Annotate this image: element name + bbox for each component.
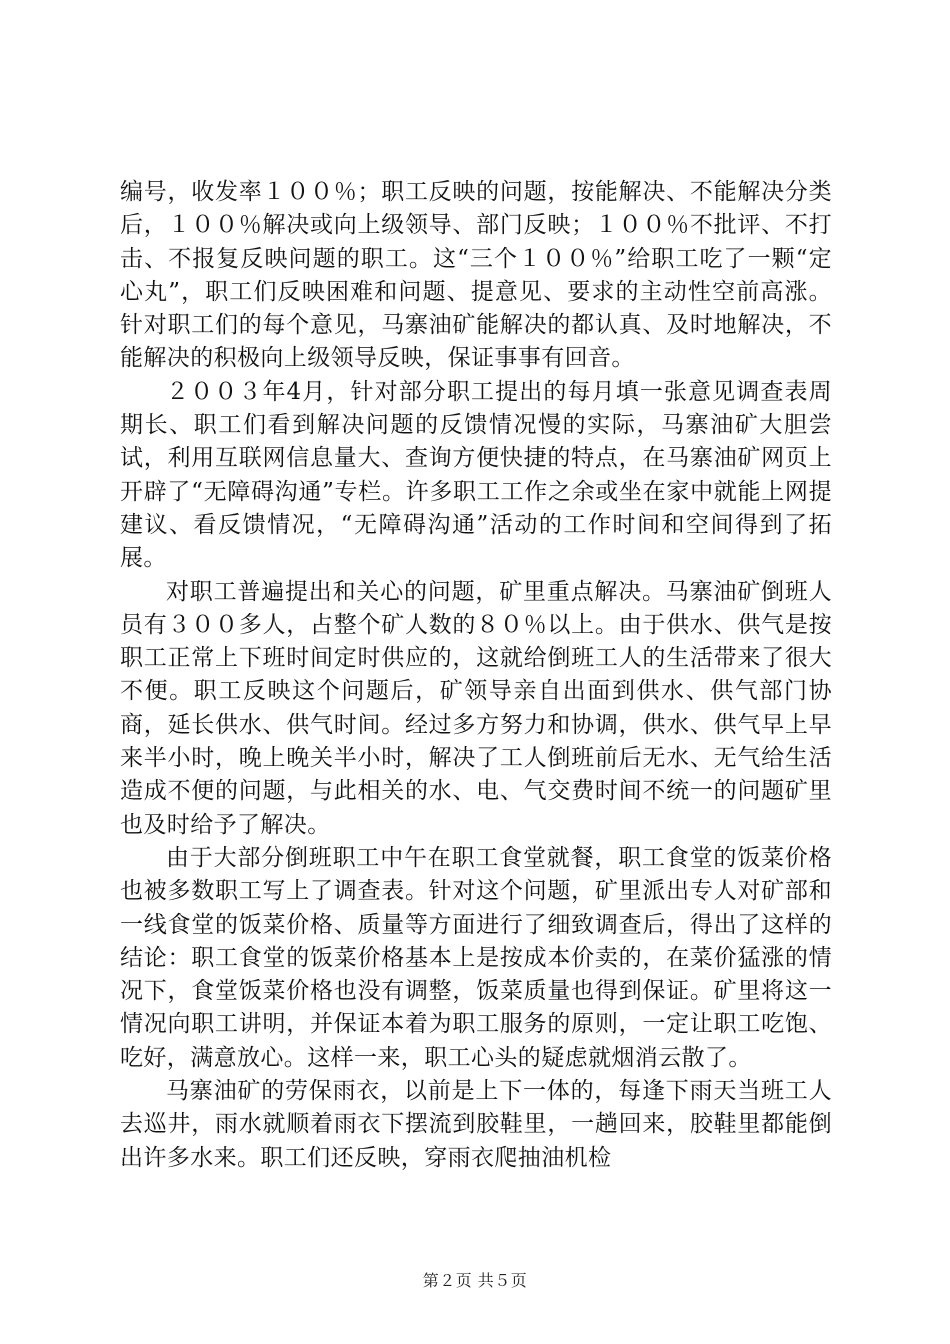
page-number-footer: 第２页 共５页 — [422, 1271, 528, 1290]
paragraph-water-gas-supply: 对职工普遍提出和关心的问题，矿里重点解决。马寨油矿倒班人员有３００多人，占整个矿人数的８０％以上。由于供水、供气是按职工正常上下班时间定时供应的，这就给倒班工人的生活带来了很大不便。职工反映这个问题后，矿领导亲自出面到供水、供气部门协商，延长供水、供气时间。经过多方努力和协调，供水、供气早上早来半小时，晚上晚关半小时，解决了工人倒班前后无水、无气给生活造成不便的问题，与此相关的水、电、气交费时间不统一的问题矿里也及时给予了解决。 — [120, 578, 832, 838]
paragraph-continuation: 编号，收发率１００％；职工反映的问题，按能解决、不能解决分类后，１００％解决或向上级领导、部门反映；１００％不批评、不打击、不报复反映问题的职工。这“三个１００％”给职工吃了一颗“定心丸”，职工们反映困难和问题、提意见、要求的主动性空前高涨。针对职工们的每个意见，马寨油矿能解决的都认真、及时地解决，不能解决的积极向上级领导反映，保证事事有回音。 — [120, 179, 832, 372]
paragraph-canteen-prices: 由于大部分倒班职工中午在职工食堂就餐，职工食堂的饭菜价格也被多数职工写上了调查表。针对这个问题，矿里派出专人对矿部和一线食堂的饭菜价格、质量等方面进行了细致调查后，得出了这样的结论：职工食堂的饭菜价格基本上是按成本价卖的，在菜价猛涨的情况下，食堂饭菜价格也没有调整，饭菜质量也得到保证。矿里将这一情况向职工讲明，并保证本着为职工服务的原则，一定让职工吃饱、吃好，满意放心。这样一来，职工心头的疑虑就烟消云散了。 — [120, 844, 832, 1071]
paragraph-internet-column: ２００３年4月，针对部分职工提出的每月填一张意见调查表周期长、职工们看到解决问题的反馈情况慢的实际，马寨油矿大胆尝试，利用互联网信息量大、查询方便快捷的特点，在马寨油矿网页上开辟了“无障碍沟通”专栏。许多职工工作之余或坐在家中就能上网提建议、看反馈情况，“无障碍沟通”活动的工作时间和空间得到了拓展。 — [120, 378, 832, 572]
document-body — [120, 176, 832, 1175]
paragraph-raincoats: 马寨油矿的劳保雨衣，以前是上下一体的，每逢下雨天当班工人去巡井，雨水就顺着雨衣下摆流到胶鞋里，一趟回来，胶鞋里都能倒出许多水来。职工们还反映，穿雨衣爬抽油机检 — [120, 1078, 832, 1171]
